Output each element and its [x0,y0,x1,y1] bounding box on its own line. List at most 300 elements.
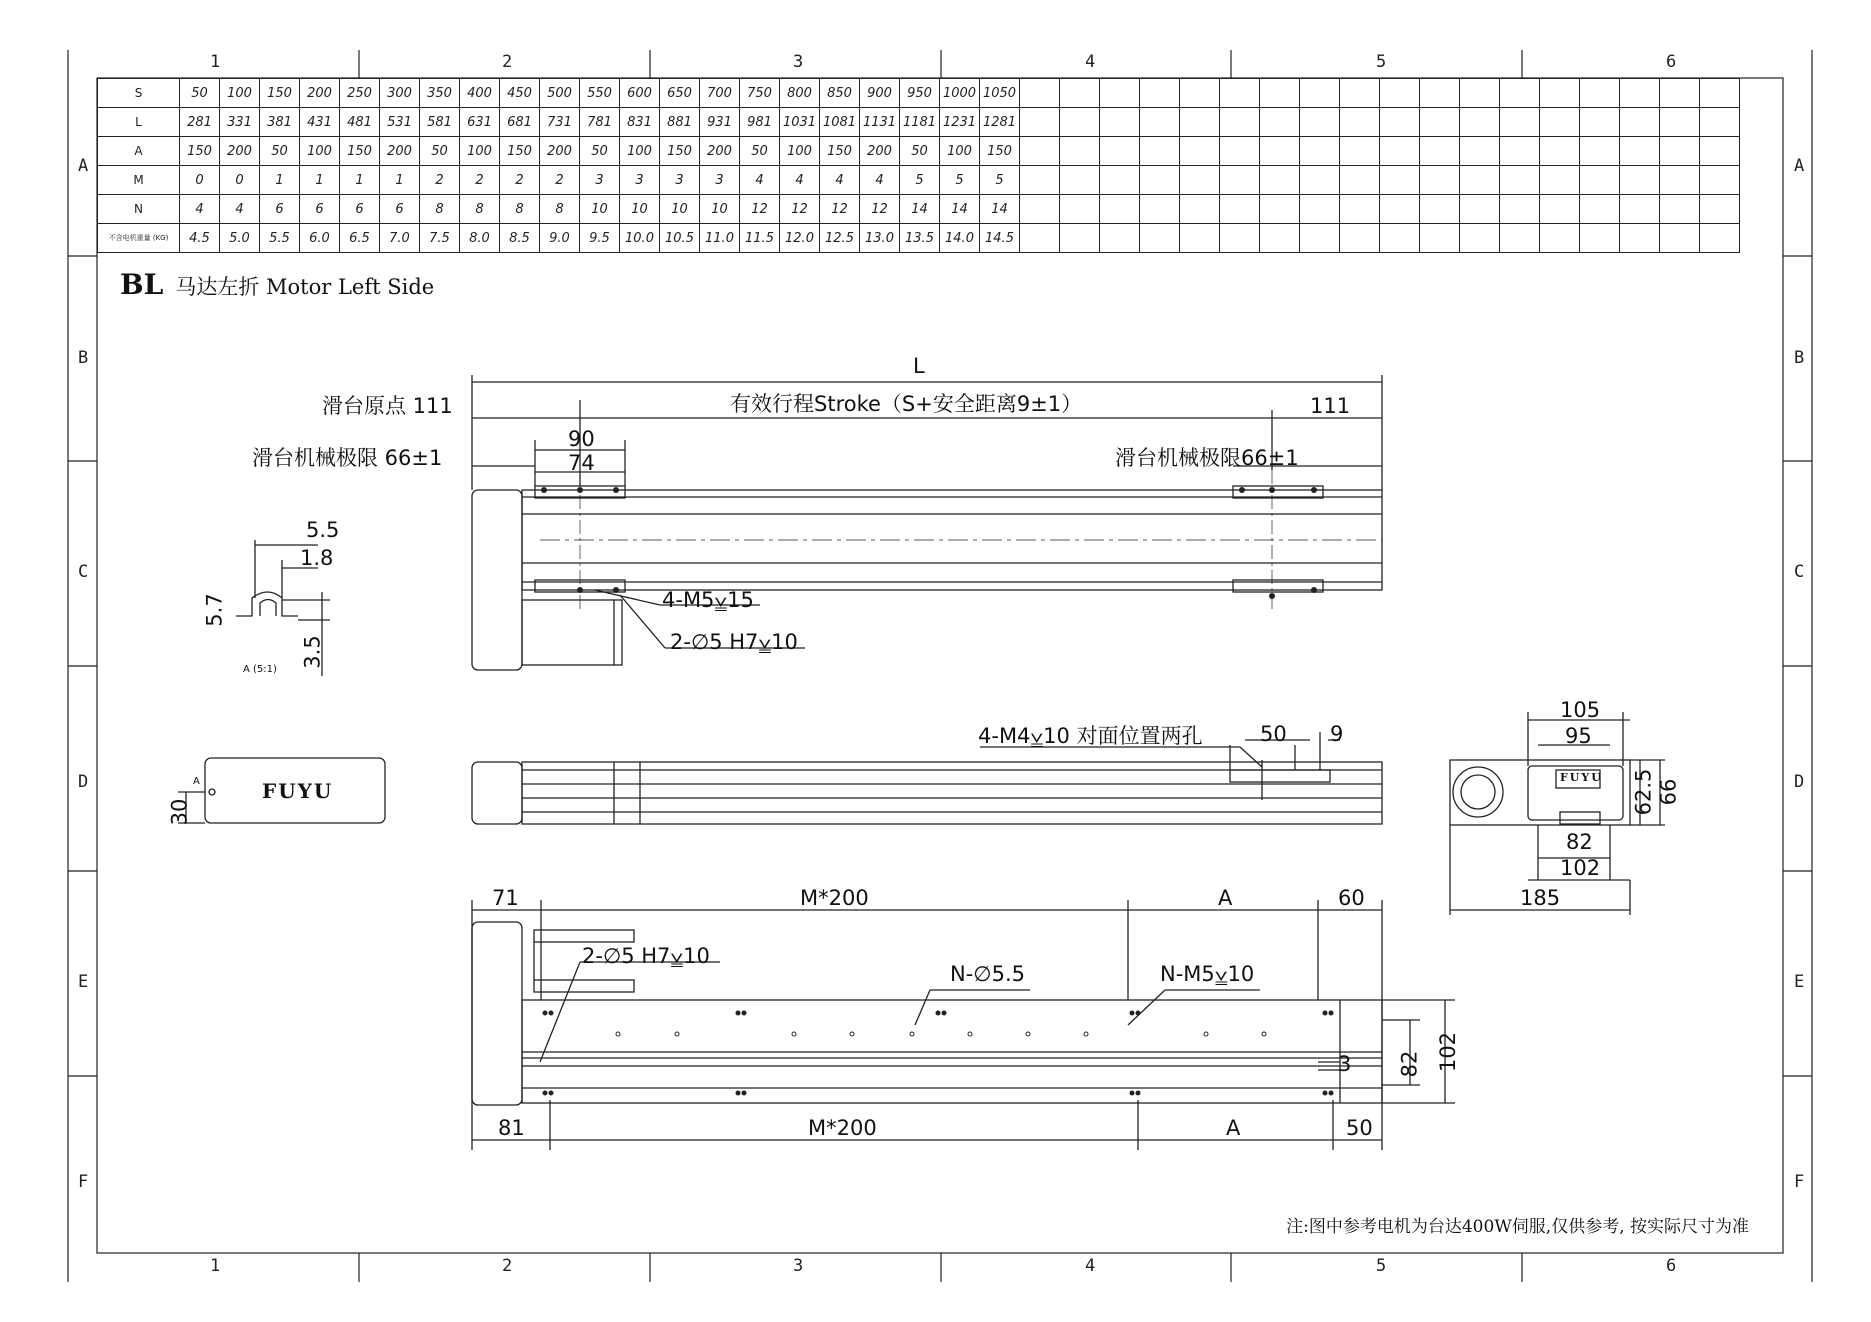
spec-empty-cell [1340,224,1380,253]
spec-empty-cell [1580,79,1620,108]
dim-9: 9 [1330,722,1344,746]
spec-empty-cell [1220,166,1260,195]
dim-a-top: A [1218,886,1233,910]
spec-empty-cell [1180,166,1220,195]
dim-a-bottom: A [1226,1116,1241,1140]
detail-label: A (5:1) [243,664,277,675]
spec-empty-cell [1380,166,1420,195]
spec-cell: 14.0 [940,224,980,253]
spec-empty-cell [1260,195,1300,224]
spec-empty-cell [1020,79,1060,108]
spec-cell: 100 [460,137,500,166]
spec-cell: 50 [420,137,460,166]
spec-cell: 1231 [940,108,980,137]
spec-empty-cell [1260,108,1300,137]
spec-empty-cell [1180,224,1220,253]
spec-row [98,108,1740,137]
spec-empty-cell [1300,108,1340,137]
spec-cell: 150 [340,137,380,166]
dim-66: 66 [1656,778,1681,806]
zone-col-4-bottom: 4 [1085,1256,1096,1276]
spec-cell: 12.5 [820,224,860,253]
spec-empty-cell [1580,195,1620,224]
spec-cell: 150 [820,137,860,166]
spec-cell: 12 [780,195,820,224]
dim-30: 30 [167,798,192,826]
zone-row-c: C [78,562,89,582]
zone-col-1: 1 [210,52,221,72]
spec-cell: 1031 [780,108,820,137]
spec-cell: 3 [580,166,620,195]
spec-cell: 12.0 [780,224,820,253]
spec-empty-cell [1180,79,1220,108]
spec-empty-cell [1540,108,1580,137]
spec-row-label: M [98,166,180,195]
spec-empty-cell [1660,108,1700,137]
bottom-view-holes [543,1011,1334,1096]
view-code: BL [120,268,164,301]
spec-cell: 150 [500,137,540,166]
spec-cell: 8 [420,195,460,224]
spec-empty-cell [1540,137,1580,166]
dim-74: 74 [568,451,595,475]
spec-empty-cell [1620,224,1660,253]
spec-cell: 4 [780,166,820,195]
spec-cell: 1181 [900,108,940,137]
spec-cell: 14 [940,195,980,224]
spec-cell: 8 [460,195,500,224]
spec-empty-cell [1500,108,1540,137]
spec-table [97,78,1740,253]
spec-cell: 12 [740,195,780,224]
spec-empty-cell [1700,195,1740,224]
spec-cell: 4.5 [180,224,220,253]
spec-empty-cell [1580,166,1620,195]
spec-empty-cell [1540,79,1580,108]
dim-pin-bottom: 2-∅5 H7⩣10 [582,944,710,968]
dim-60: 60 [1338,886,1365,910]
dim-102-bottom: 102 [1436,1031,1461,1073]
spec-cell: 800 [780,79,820,108]
spec-empty-cell [1100,166,1140,195]
spec-cell: 5 [940,166,980,195]
dim-3: 3 [1338,1052,1352,1076]
spec-empty-cell [1700,108,1740,137]
spec-cell: 8.5 [500,224,540,253]
spec-cell: 1131 [860,108,900,137]
spec-cell: 200 [860,137,900,166]
spec-empty-cell [1380,108,1420,137]
spec-empty-cell [1060,108,1100,137]
spec-cell: 100 [300,137,340,166]
spec-cell: 431 [300,108,340,137]
spec-empty-cell [1220,137,1260,166]
spec-empty-cell [1660,224,1700,253]
spec-cell: 9.5 [580,224,620,253]
spec-empty-cell [1340,108,1380,137]
spec-cell: 450 [500,79,540,108]
spec-empty-cell [1300,137,1340,166]
spec-cell: 2 [540,166,580,195]
spec-cell: 8.0 [460,224,500,253]
spec-empty-cell [1660,79,1700,108]
spec-cell: 14.5 [980,224,1020,253]
spec-cell: 331 [220,108,260,137]
spec-empty-cell [1220,108,1260,137]
spec-cell: 550 [580,79,620,108]
zone-col-3: 3 [793,52,804,72]
spec-cell: 12 [820,195,860,224]
spec-cell: 50 [740,137,780,166]
zone-col-5: 5 [1376,52,1387,72]
spec-cell: 6 [340,195,380,224]
spec-empty-cell [1060,195,1100,224]
spec-row-label: L [98,108,180,137]
dim-n-5-5: N-∅5.5 [950,962,1025,986]
spec-cell: 13.5 [900,224,940,253]
spec-empty-cell [1580,137,1620,166]
dim-71: 71 [492,886,519,910]
spec-cell: 5.0 [220,224,260,253]
spec-cell: 1 [300,166,340,195]
dim-105: 105 [1560,698,1601,722]
zone-row-b-right: B [1794,348,1805,368]
dim-102-end: 102 [1560,856,1601,880]
dim-90: 90 [568,427,595,451]
spec-cell: 3 [660,166,700,195]
spec-cell: 950 [900,79,940,108]
spec-cell: 100 [220,79,260,108]
spec-empty-cell [1340,137,1380,166]
spec-empty-cell [1420,224,1460,253]
dim-origin: 滑台原点 111 [322,394,453,418]
spec-cell: 600 [620,79,660,108]
spec-empty-cell [1300,195,1340,224]
spec-row-label: 不含电机重量 (KG) [98,224,180,253]
zone-col-2-bottom: 2 [502,1256,513,1276]
zone-col-6: 6 [1666,52,1677,72]
spec-cell: 100 [620,137,660,166]
spec-cell: 200 [380,137,420,166]
zone-row-c-right: C [1794,562,1805,582]
spec-cell: 350 [420,79,460,108]
spec-cell: 7.0 [380,224,420,253]
spec-cell: 681 [500,108,540,137]
spec-cell: 750 [740,79,780,108]
spec-empty-cell [1460,108,1500,137]
spec-empty-cell [1020,224,1060,253]
spec-cell: 9.0 [540,224,580,253]
spec-cell: 6.5 [340,224,380,253]
spec-cell: 50 [580,137,620,166]
spec-empty-cell [1420,108,1460,137]
spec-cell: 700 [700,79,740,108]
spec-cell: 831 [620,108,660,137]
spec-cell: 731 [540,108,580,137]
spec-empty-cell [1100,224,1140,253]
spec-cell: 6 [300,195,340,224]
zone-row-d: D [78,772,89,792]
spec-row-label: A [98,137,180,166]
spec-cell: 11.5 [740,224,780,253]
spec-empty-cell [1140,166,1180,195]
spec-cell: 200 [700,137,740,166]
spec-cell: 100 [780,137,820,166]
spec-cell: 14 [980,195,1020,224]
spec-empty-cell [1300,79,1340,108]
spec-empty-cell [1020,195,1060,224]
spec-empty-cell [1660,137,1700,166]
spec-cell: 10.0 [620,224,660,253]
drawing-frame [97,78,1783,1253]
side-view [472,732,1382,824]
dim-m4: 4-M4⩣10 对面位置两孔 [978,724,1203,748]
spec-empty-cell [1420,137,1460,166]
spec-cell: 1281 [980,108,1020,137]
spec-cell: 10 [660,195,700,224]
dim-m200-bottom: M*200 [808,1116,877,1140]
spec-empty-cell [1580,108,1620,137]
detail-marker: A [193,776,200,787]
spec-empty-cell [1100,137,1140,166]
spec-empty-cell [1620,79,1660,108]
spec-cell: 14 [900,195,940,224]
spec-row [98,166,1740,195]
zone-row-e-right: E [1794,972,1805,992]
spec-cell: 1 [260,166,300,195]
zone-col-6-bottom: 6 [1666,1256,1677,1276]
dim-right-111: 111 [1310,394,1351,418]
spec-cell: 281 [180,108,220,137]
dim-50-side: 50 [1260,722,1287,746]
dim-62-5: 62.5 [1631,768,1656,816]
bottom-view [472,900,1455,1150]
spec-cell: 7.5 [420,224,460,253]
spec-cell: 1050 [980,79,1020,108]
spec-empty-cell [1020,137,1060,166]
dim-82-end: 82 [1566,830,1593,854]
zone-col-4: 4 [1085,52,1096,72]
spec-empty-cell [1180,137,1220,166]
spec-empty-cell [1220,224,1260,253]
spec-empty-cell [1140,224,1180,253]
spec-empty-cell [1380,195,1420,224]
spec-cell: 981 [740,108,780,137]
spec-empty-cell [1620,195,1660,224]
dim-1-8: 1.8 [300,546,334,570]
spec-cell: 850 [820,79,860,108]
spec-empty-cell [1180,108,1220,137]
spec-empty-cell [1660,166,1700,195]
zone-row-f: F [78,1172,89,1192]
spec-empty-cell [1140,79,1180,108]
spec-row-label: N [98,195,180,224]
spec-empty-cell [1140,195,1180,224]
spec-cell: 6.0 [300,224,340,253]
spec-cell: 1000 [940,79,980,108]
spec-cell: 12 [860,195,900,224]
zone-row-a-right: A [1794,156,1805,176]
spec-cell: 0 [220,166,260,195]
spec-empty-cell [1700,224,1740,253]
dim-5-7: 5.7 [202,593,227,627]
spec-empty-cell [1140,137,1180,166]
spec-empty-cell [1460,137,1500,166]
spec-empty-cell [1540,224,1580,253]
spec-cell: 3 [700,166,740,195]
spec-cell: 150 [180,137,220,166]
dim-l: L [913,354,925,378]
spec-empty-cell [1540,166,1580,195]
top-view [472,375,1382,670]
bottom-view-small-holes [616,1032,1266,1036]
spec-row [98,137,1740,166]
spec-empty-cell [1620,166,1660,195]
spec-empty-cell [1300,166,1340,195]
spec-cell: 150 [260,79,300,108]
spec-cell: 900 [860,79,900,108]
spec-cell: 0 [180,166,220,195]
spec-empty-cell [1060,224,1100,253]
spec-cell: 10 [580,195,620,224]
zone-col-5-bottom: 5 [1376,1256,1387,1276]
zone-row-e: E [78,972,89,992]
spec-cell: 1081 [820,108,860,137]
spec-empty-cell [1580,224,1620,253]
zone-col-3-bottom: 3 [793,1256,804,1276]
spec-empty-cell [1180,195,1220,224]
spec-row [98,79,1740,108]
zone-row-a: A [78,156,89,176]
spec-empty-cell [1060,137,1100,166]
footnote: 注:图中参考电机为台达400W伺服,仅供参考, 按实际尺寸为准 [1286,1217,1749,1237]
dim-3-5: 3.5 [300,635,325,669]
zone-col-2: 2 [502,52,513,72]
spec-cell: 500 [540,79,580,108]
spec-cell: 931 [700,108,740,137]
spec-empty-cell [1260,224,1300,253]
spec-empty-cell [1340,79,1380,108]
spec-cell: 8 [540,195,580,224]
spec-cell: 50 [260,137,300,166]
spec-cell: 200 [220,137,260,166]
dim-81: 81 [498,1116,525,1140]
spec-empty-cell [1500,195,1540,224]
spec-cell: 250 [340,79,380,108]
spec-cell: 5.5 [260,224,300,253]
spec-cell: 150 [660,137,700,166]
spec-empty-cell [1500,79,1540,108]
spec-cell: 3 [620,166,660,195]
spec-empty-cell [1300,224,1340,253]
spec-row [98,224,1740,253]
spec-empty-cell [1060,166,1100,195]
spec-empty-cell [1620,108,1660,137]
zone-row-d-right: D [1794,772,1805,792]
spec-cell: 6 [260,195,300,224]
spec-cell: 50 [900,137,940,166]
spec-empty-cell [1380,79,1420,108]
dim-limit-right: 滑台机械极限66±1 [1115,446,1299,470]
spec-cell: 581 [420,108,460,137]
dim-82-bottom: 82 [1397,1050,1422,1078]
spec-cell: 4 [820,166,860,195]
spec-cell: 481 [340,108,380,137]
spec-empty-cell [1700,166,1740,195]
spec-empty-cell [1220,79,1260,108]
spec-empty-cell [1540,195,1580,224]
spec-cell: 13.0 [860,224,900,253]
spec-empty-cell [1260,166,1300,195]
spec-cell: 4 [180,195,220,224]
spec-cell: 650 [660,79,700,108]
spec-cell: 6 [380,195,420,224]
spec-row [98,195,1740,224]
spec-empty-cell [1700,137,1740,166]
spec-cell: 150 [980,137,1020,166]
spec-empty-cell [1660,195,1700,224]
spec-empty-cell [1460,195,1500,224]
spec-empty-cell [1100,108,1140,137]
spec-row-label: S [98,79,180,108]
spec-empty-cell [1100,195,1140,224]
spec-cell: 531 [380,108,420,137]
spec-cell: 10.5 [660,224,700,253]
dim-limit-left: 滑台机械极限 66±1 [252,446,443,470]
spec-cell: 5 [900,166,940,195]
spec-cell: 200 [540,137,580,166]
dim-5-5: 5.5 [306,518,340,542]
spec-cell: 5 [980,166,1020,195]
spec-empty-cell [1220,195,1260,224]
view-title [120,268,434,301]
spec-cell: 10 [620,195,660,224]
spec-empty-cell [1340,195,1380,224]
spec-cell: 381 [260,108,300,137]
spec-cell: 4 [860,166,900,195]
spec-cell: 2 [420,166,460,195]
spec-empty-cell [1500,137,1540,166]
spec-empty-cell [1620,137,1660,166]
spec-empty-cell [1420,166,1460,195]
spec-cell: 400 [460,79,500,108]
spec-cell: 1 [380,166,420,195]
spec-cell: 8 [500,195,540,224]
spec-cell: 10 [700,195,740,224]
spec-empty-cell [1020,166,1060,195]
zone-row-b: B [78,348,89,368]
spec-cell: 881 [660,108,700,137]
spec-empty-cell [1460,166,1500,195]
spec-cell: 781 [580,108,620,137]
dim-stroke: 有效行程Stroke（S+安全距离9±1） [730,392,1083,416]
spec-cell: 2 [460,166,500,195]
spec-empty-cell [1380,224,1420,253]
zone-row-f-right: F [1794,1172,1805,1192]
dim-185: 185 [1520,886,1561,910]
spec-empty-cell [1700,79,1740,108]
spec-empty-cell [1340,166,1380,195]
spec-cell: 2 [500,166,540,195]
spec-cell: 4 [740,166,780,195]
spec-empty-cell [1500,224,1540,253]
spec-empty-cell [1020,108,1060,137]
spec-cell: 100 [940,137,980,166]
spec-empty-cell [1500,166,1540,195]
spec-cell: 11.0 [700,224,740,253]
spec-empty-cell [1060,79,1100,108]
spec-empty-cell [1260,137,1300,166]
